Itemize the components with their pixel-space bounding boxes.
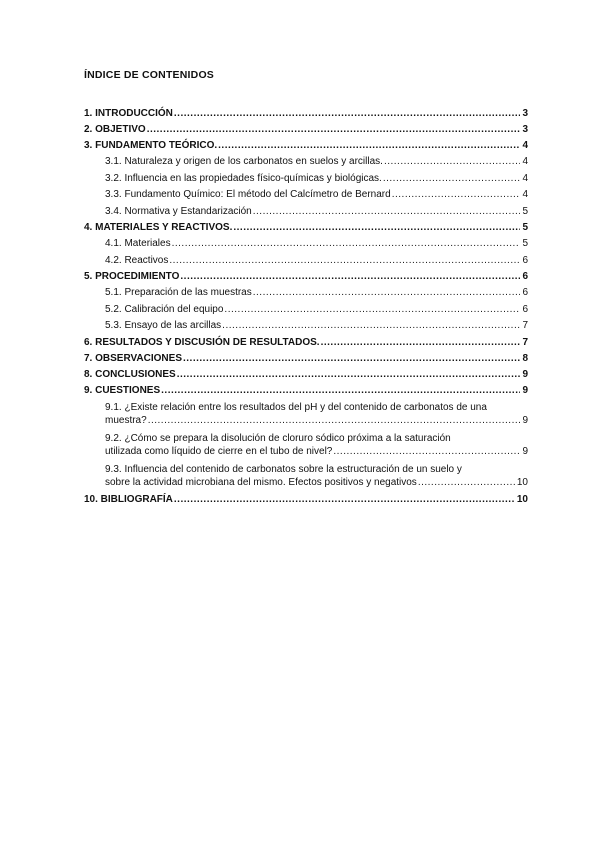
toc-entry-text: 4.1. Materiales xyxy=(105,238,171,249)
toc-page-number: 7 xyxy=(522,320,528,331)
dot-leader xyxy=(148,414,521,427)
toc-entry-text-line2: sobre la actividad microbiana del mismo. Efectos positivos y negativos xyxy=(105,476,417,488)
toc-page-number: 10 xyxy=(516,493,528,505)
toc-page-number: 3 xyxy=(522,108,528,119)
toc-page-number: 6 xyxy=(522,254,528,266)
toc-subentry[interactable] xyxy=(84,304,528,321)
toc-entry-text: 10. BIBLIOGRAFÍA xyxy=(84,493,173,505)
toc-entry-text: 3. FUNDAMENTO TEÓRICO. xyxy=(84,140,218,151)
toc-page-number: 5 xyxy=(522,238,528,249)
toc-page-number: 9 xyxy=(522,368,528,380)
toc-subentry[interactable] xyxy=(84,173,528,190)
toc-page-number: 4 xyxy=(522,189,528,200)
toc-page-number: 9 xyxy=(522,384,528,396)
toc-subentry[interactable] xyxy=(84,463,528,489)
dot-leader xyxy=(169,255,520,267)
toc-title: ÍNDICE DE CONTENIDOS xyxy=(84,69,215,81)
toc-page-number: 3 xyxy=(522,124,528,135)
toc-entry-text: 1. INTRODUCCIÓN xyxy=(84,108,173,119)
toc-entry[interactable] xyxy=(84,108,528,124)
toc-entry-text: 9. CUESTIONES xyxy=(84,384,161,396)
dot-leader xyxy=(321,337,521,349)
toc-page-number: 6 xyxy=(522,271,528,282)
dot-leader xyxy=(172,238,521,250)
toc-entry-text-line1: 9.1. ¿Existe relación entre los resultados del pH y del contenido de carbonatos de una xyxy=(105,401,487,413)
toc-entry[interactable] xyxy=(84,353,528,369)
toc-entry-text: 4. MATERIALES Y REACTIVOS. xyxy=(84,222,233,233)
dot-leader xyxy=(174,108,521,120)
toc-entry-text-line2: muestra? xyxy=(105,414,147,426)
toc-entry-text: 3.4. Normativa y Estandarización xyxy=(105,205,252,217)
dot-leader xyxy=(253,206,521,218)
toc-entry-text: 4.2. Reactivos xyxy=(105,254,169,266)
toc-page-number: 6 xyxy=(522,303,528,315)
dot-leader xyxy=(180,271,520,283)
toc-page-number: 5 xyxy=(522,222,528,233)
toc-subentry[interactable] xyxy=(84,432,528,458)
dot-leader xyxy=(392,189,521,201)
toc-entry[interactable] xyxy=(84,222,528,238)
toc-entry-text: 5. PROCEDIMIENTO xyxy=(84,271,180,282)
toc-page-number: 6 xyxy=(522,287,528,298)
dot-leader xyxy=(333,445,520,458)
toc-entry[interactable] xyxy=(84,140,528,156)
toc-subentry[interactable] xyxy=(84,287,528,304)
dot-leader xyxy=(183,353,520,365)
toc-page-number: 4 xyxy=(522,156,528,167)
dot-leader xyxy=(253,287,521,299)
dot-leader xyxy=(161,385,520,397)
toc-entry[interactable] xyxy=(84,385,528,401)
dot-leader xyxy=(418,476,515,489)
toc-entry-text-line1: 9.3. Influencia del contenido de carbonatos sobre la estructuración de un suelo y xyxy=(105,463,462,475)
toc-subentry[interactable] xyxy=(84,156,528,173)
toc-entry-text: 3.1. Naturaleza y origen de los carbonatos en suelos y arcillas. xyxy=(105,156,383,167)
dot-leader xyxy=(222,320,520,332)
toc-page-number: 7 xyxy=(522,336,528,348)
toc-subentry[interactable] xyxy=(84,189,528,206)
toc-entry[interactable] xyxy=(84,337,528,353)
toc-subentry[interactable] xyxy=(84,320,528,337)
toc-entry-text: 5.2. Calibración del equipo xyxy=(105,303,224,315)
dot-leader xyxy=(383,173,521,185)
dot-leader xyxy=(177,369,521,381)
toc-entry-text-line1: 9.2. ¿Cómo se prepara la disolución de cloruro sódico próxima a la saturación xyxy=(105,432,451,444)
toc-entry[interactable] xyxy=(84,271,528,287)
table-of-contents xyxy=(84,108,528,510)
toc-entry-text: 2. OBJETIVO xyxy=(84,124,146,135)
dot-leader xyxy=(174,494,515,506)
toc-entry-text: 5.1. Preparación de las muestras xyxy=(105,287,252,298)
toc-entry-text: 5.3. Ensayo de las arcillas xyxy=(105,320,222,331)
toc-entry[interactable] xyxy=(84,124,528,140)
toc-page-number: 5 xyxy=(522,205,528,217)
toc-page-number: 9 xyxy=(522,414,528,426)
toc-page-number: 8 xyxy=(522,352,528,364)
toc-entry[interactable] xyxy=(84,369,528,385)
toc-entry-text: 3.3. Fundamento Químico: El método del Calcímetro de Bernard xyxy=(105,189,391,200)
toc-entry-text: 7. OBSERVACIONES xyxy=(84,352,182,364)
toc-page-number: 4 xyxy=(522,172,528,184)
toc-entry-text: 6. RESULTADOS Y DISCUSIÓN DE RESULTADOS. xyxy=(84,336,320,348)
toc-subentry[interactable] xyxy=(84,401,528,427)
toc-entry-text: 3.2. Influencia en las propiedades físico-químicas y biológicas. xyxy=(105,172,382,184)
toc-entry-text-line2: utilizada como líquido de cierre en el tubo de nivel? xyxy=(105,445,333,457)
toc-page-number: 10 xyxy=(516,476,528,488)
toc-entry-text: 8. CONCLUSIONES xyxy=(84,368,176,380)
toc-page-number: 9 xyxy=(522,445,528,457)
dot-leader xyxy=(233,222,520,234)
toc-subentry[interactable] xyxy=(84,206,528,223)
toc-subentry[interactable] xyxy=(84,255,528,272)
dot-leader xyxy=(384,156,521,168)
dot-leader xyxy=(147,124,521,136)
toc-entry[interactable] xyxy=(84,494,528,510)
toc-page-number: 4 xyxy=(522,140,528,151)
toc-subentry[interactable] xyxy=(84,238,528,255)
dot-leader xyxy=(224,304,520,316)
dot-leader xyxy=(218,140,520,152)
